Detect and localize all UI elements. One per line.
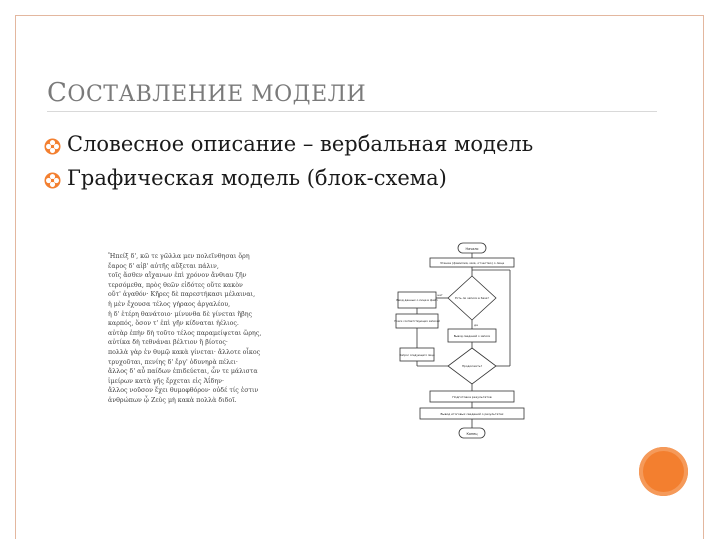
text-line: καρπός, ὅσον τ' ἐπὶ γῆν κίδναται ἠέλιος. — [108, 320, 239, 328]
flower-bullet-icon — [44, 170, 61, 187]
text-line: ἱμείρων κατὰ γῆς ἔρχεται εἰς Ἀΐδην· — [108, 377, 224, 385]
title-initial: С — [47, 78, 68, 108]
text-line: αὐτὰρ ἐπὴν δὴ τοῦτο τέλος παραμείψεται ὥρης, — [108, 329, 262, 337]
flow-end-label: Конец — [466, 432, 478, 436]
flow-step-label: Подготовка результатов — [452, 395, 492, 399]
title-divider — [47, 111, 657, 112]
slide-title — [47, 78, 366, 108]
text-line: ἔαρος δ' αἰβ' αὐτῆς αὔξεται πάλιν, — [108, 262, 219, 270]
flow-step-label: Ввод данных о лице в файл — [396, 298, 438, 302]
text-line: ἄλλος δ' αὖ παίδων ἐπιδεύεται, ὧν τε μάλιστα — [108, 368, 258, 376]
text-line: τρυχοῦται, πενίης δ' ἔργ' ὀδυνηρὰ πέλει· — [108, 358, 238, 366]
flow-decision-label: Есть ли записи в базе? — [455, 296, 489, 300]
flow-decision-label: Продолжить? — [461, 364, 483, 368]
decorative-circle — [639, 447, 688, 496]
bullet-text: Графическая модель (блок-схема) — [67, 166, 447, 190]
text-line: ἡ δ' ἑτέρη θανάτοιο· μίνυνθα δὲ γίνεται ἥβης — [108, 310, 253, 318]
flow-step-label: Вывод итоговых сведений о результатах — [440, 412, 504, 416]
flow-step-label: Чтение (фамилия, имя, отчество) о лице — [439, 261, 505, 265]
text-line: ἡ μὲν ἔχουσα τέλος γήραος ἀργαλέου, — [108, 300, 231, 308]
text-line: τερσόμεθα, πρὸς θεῶν εἰδότες οὔτε κακὸν — [108, 281, 243, 289]
bullet-item — [44, 132, 533, 156]
title-rest: ОСТАВЛЕНИЕ МОДЕЛИ — [67, 82, 367, 107]
bullet-item — [44, 166, 447, 190]
flow-start-label: Начало — [465, 247, 479, 251]
flow-step-label: Поиск соответствующих записей — [394, 320, 440, 323]
text-line: ἄλλος νοῦσον ἔχει θυμοφθόρον· οὐδέ τίς ἐστιν — [108, 387, 259, 395]
text-line: ἀνθρώπων ᾧ Ζεὺς μὴ κακὰ πολλὰ διδοῖ. — [108, 396, 237, 404]
text-line: Ἤπείξ δ', κῶ τε γῶλλα μεν πολεῖνθησαι ὄρη — [108, 253, 250, 260]
bullet-text: Словесное описание – вербальная модель — [67, 132, 534, 156]
flow-step-label: Вывод сведений о записи — [453, 334, 491, 338]
text-line: οὔτ' ἀγαθόν· Κῆρες δὲ παρεστήκασι μέλαιναι, — [108, 291, 256, 299]
flow-branch-label: нет — [437, 293, 443, 297]
text-line: αὐτίκα δὴ τεθνάναι βέλτιον ἢ βίοτος· — [108, 339, 228, 347]
flower-bullet-icon — [44, 136, 61, 153]
verbal-model-text — [108, 252, 286, 406]
flow-branch-label: да — [474, 323, 478, 327]
text-line: τοῖς ἄσθεν αἴχανων ἐπὶ χρόνον ἄνθιαυ ζῆν — [108, 272, 247, 280]
text-line: πολλὰ γὰρ ἐν θυμῷ κακὰ γίνεται· ἄλλοτε οἶκος — [108, 348, 261, 356]
flow-step-label: Запрос следующего лица — [399, 354, 435, 357]
flowchart — [392, 236, 527, 446]
